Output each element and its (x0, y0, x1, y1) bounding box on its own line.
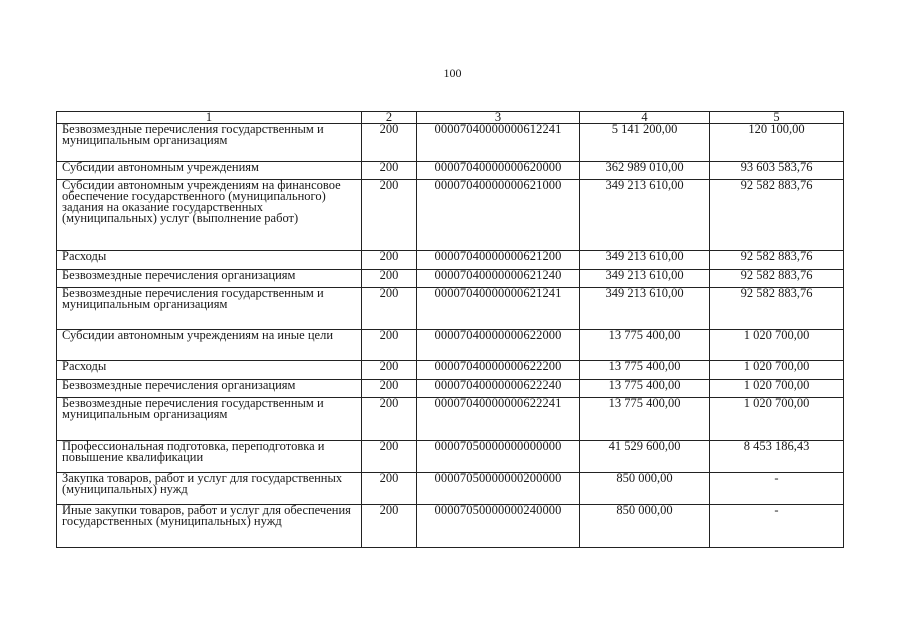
row-plan-amount: 13 775 400,00 (580, 380, 710, 398)
row-name: Безвозмездные перечисления государственным и муниципальным организациям (57, 124, 362, 162)
row-plan-amount: 349 213 610,00 (580, 251, 710, 270)
row-name: Иные закупки товаров, работ и услуг для обеспечения государственных (муниципальных) нужд (57, 505, 362, 548)
row-line-code: 200 (362, 288, 417, 330)
row-budget-code: 00007040000000620000 (417, 162, 580, 180)
row-budget-code: 00007040000000622000 (417, 330, 580, 361)
row-actual-amount: - (710, 473, 844, 505)
row-line-code: 200 (362, 330, 417, 361)
row-line-code: 200 (362, 124, 417, 162)
row-actual-amount: 1 020 700,00 (710, 398, 844, 441)
row-actual-amount: - (710, 505, 844, 548)
row-line-code: 200 (362, 505, 417, 548)
row-name: Безвозмездные перечисления государственным и муниципальным организациям (57, 398, 362, 441)
row-name: Субсидии автономным учреждениям на финансовое обеспечение государственного (муниципального) задания на оказание государственных (муниципальных) услуг (выполнение работ) (57, 180, 362, 251)
table-row (57, 361, 844, 380)
row-plan-amount: 13 775 400,00 (580, 361, 710, 380)
table-row (57, 270, 844, 288)
row-budget-code: 00007040000000621000 (417, 180, 580, 251)
row-actual-amount: 92 582 883,76 (710, 180, 844, 251)
row-line-code: 200 (362, 251, 417, 270)
row-budget-code: 00007040000000622240 (417, 380, 580, 398)
table-row (57, 380, 844, 398)
row-budget-code: 00007050000000000000 (417, 441, 580, 473)
row-name: Субсидии автономным учреждениям (57, 162, 362, 180)
row-plan-amount: 13 775 400,00 (580, 330, 710, 361)
row-actual-amount: 92 582 883,76 (710, 251, 844, 270)
column-header: 3 (417, 112, 580, 124)
row-actual-amount: 8 453 186,43 (710, 441, 844, 473)
table-row (57, 398, 844, 441)
row-name: Закупка товаров, работ и услуг для государственных (муниципальных) нужд (57, 473, 362, 505)
table-row (57, 124, 844, 162)
row-line-code: 200 (362, 473, 417, 505)
budget-table (56, 111, 844, 548)
column-header: 1 (57, 112, 362, 124)
page-number: 100 (443, 66, 462, 80)
row-plan-amount: 850 000,00 (580, 505, 710, 548)
row-actual-amount: 93 603 583,76 (710, 162, 844, 180)
table-row (57, 441, 844, 473)
table-row (57, 288, 844, 330)
row-line-code: 200 (362, 398, 417, 441)
row-plan-amount: 349 213 610,00 (580, 270, 710, 288)
row-name: Безвозмездные перечисления государственным и муниципальным организациям (57, 288, 362, 330)
row-name: Расходы (57, 361, 362, 380)
table-row (57, 162, 844, 180)
row-name: Профессиональная подготовка, переподготовка и повышение квалификации (57, 441, 362, 473)
row-actual-amount: 92 582 883,76 (710, 288, 844, 330)
table-row (57, 473, 844, 505)
column-header: 5 (710, 112, 844, 124)
row-line-code: 200 (362, 441, 417, 473)
row-budget-code: 00007040000000612241 (417, 124, 580, 162)
row-name: Безвозмездные перечисления организациям (57, 380, 362, 398)
row-plan-amount: 349 213 610,00 (580, 180, 710, 251)
row-plan-amount: 41 529 600,00 (580, 441, 710, 473)
row-actual-amount: 92 582 883,76 (710, 270, 844, 288)
row-budget-code: 00007050000000240000 (417, 505, 580, 548)
table-row (57, 330, 844, 361)
row-plan-amount: 5 141 200,00 (580, 124, 710, 162)
table-row (57, 180, 844, 251)
column-header: 4 (580, 112, 710, 124)
row-actual-amount: 1 020 700,00 (710, 380, 844, 398)
row-name: Расходы (57, 251, 362, 270)
row-plan-amount: 13 775 400,00 (580, 398, 710, 441)
row-actual-amount: 1 020 700,00 (710, 361, 844, 380)
row-line-code: 200 (362, 270, 417, 288)
column-header: 2 (362, 112, 417, 124)
row-line-code: 200 (362, 361, 417, 380)
row-budget-code: 00007040000000622200 (417, 361, 580, 380)
row-name: Безвозмездные перечисления организациям (57, 270, 362, 288)
row-budget-code: 00007040000000621241 (417, 288, 580, 330)
row-name: Субсидии автономным учреждениям на иные цели (57, 330, 362, 361)
row-actual-amount: 120 100,00 (710, 124, 844, 162)
row-budget-code: 00007040000000621200 (417, 251, 580, 270)
row-budget-code: 00007040000000621240 (417, 270, 580, 288)
row-plan-amount: 362 989 010,00 (580, 162, 710, 180)
row-line-code: 200 (362, 180, 417, 251)
row-line-code: 200 (362, 162, 417, 180)
row-actual-amount: 1 020 700,00 (710, 330, 844, 361)
row-budget-code: 00007050000000200000 (417, 473, 580, 505)
row-line-code: 200 (362, 380, 417, 398)
table-row (57, 505, 844, 548)
row-plan-amount: 349 213 610,00 (580, 288, 710, 330)
row-plan-amount: 850 000,00 (580, 473, 710, 505)
table-row (57, 251, 844, 270)
row-budget-code: 00007040000000622241 (417, 398, 580, 441)
